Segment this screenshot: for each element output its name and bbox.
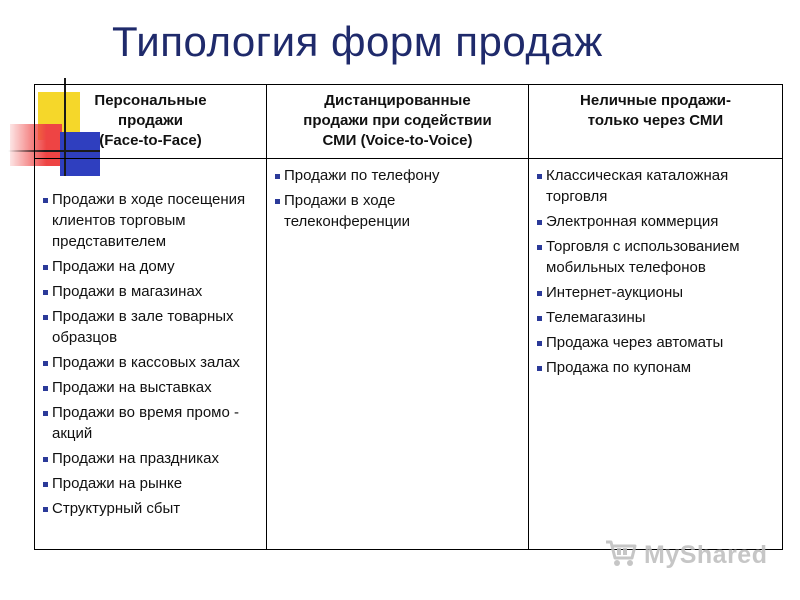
header-line: продажи xyxy=(118,112,183,129)
list-item: Структурный сбыт xyxy=(43,498,258,519)
list-item: Продажа через автоматы xyxy=(537,332,774,353)
header-line: СМИ (Voice-to-Voice) xyxy=(322,132,473,149)
header-impersonal-sales xyxy=(529,85,783,159)
list-item: Продажи в ходе посещения клиентов торговым представителем xyxy=(43,189,258,252)
cell-impersonal-sales xyxy=(529,159,783,550)
list-item: Торговля с использованием мобильных телефонов xyxy=(537,236,774,278)
list-item: Продажи в магазинах xyxy=(43,281,258,302)
list-item: Продажи во время промо - акций xyxy=(43,402,258,444)
list-item: Электронная коммерция xyxy=(537,211,774,232)
cart-icon xyxy=(604,538,638,573)
list-item: Классическая каталожная торговля xyxy=(537,165,774,207)
cell-remote-sales xyxy=(267,159,529,550)
table-body-row xyxy=(35,159,783,550)
header-line: (Face-to-Face) xyxy=(99,132,202,149)
list-item: Продажи на праздниках xyxy=(43,448,258,469)
list-item: Продажи в зале товарных образцов xyxy=(43,306,258,348)
header-line: только через СМИ xyxy=(587,112,724,129)
list-item: Продажи на рынке xyxy=(43,473,258,494)
table-header-row xyxy=(35,85,783,159)
list-item: Телемагазины xyxy=(537,307,774,328)
header-line: Персональные xyxy=(94,92,207,109)
header-line: продажи при содействии xyxy=(303,112,492,129)
header-line: Дистанцированные xyxy=(324,92,471,109)
list-item: Продажи на выставках xyxy=(43,377,258,398)
header-line: Неличные продажи- xyxy=(580,92,731,109)
watermark xyxy=(604,538,767,573)
watermark-text: MyShared xyxy=(644,541,768,569)
list-item: Продажи на дому xyxy=(43,256,258,277)
slide-title: Типология форм продаж xyxy=(112,18,603,65)
list-item: Продажи в кассовых залах xyxy=(43,352,258,373)
list-item: Продажа по купонам xyxy=(537,357,774,378)
header-personal-sales xyxy=(35,85,267,159)
header-remote-sales xyxy=(267,85,529,159)
list-item: Продажи в ходе телеконференции xyxy=(275,190,520,232)
typology-table xyxy=(34,84,783,550)
impersonal-sales-list xyxy=(529,159,782,378)
personal-sales-list xyxy=(35,159,266,519)
cell-personal-sales xyxy=(35,159,267,550)
remote-sales-list xyxy=(267,159,528,232)
list-item: Продажи по телефону xyxy=(275,165,520,186)
list-item: Интернет-аукционы xyxy=(537,282,774,303)
